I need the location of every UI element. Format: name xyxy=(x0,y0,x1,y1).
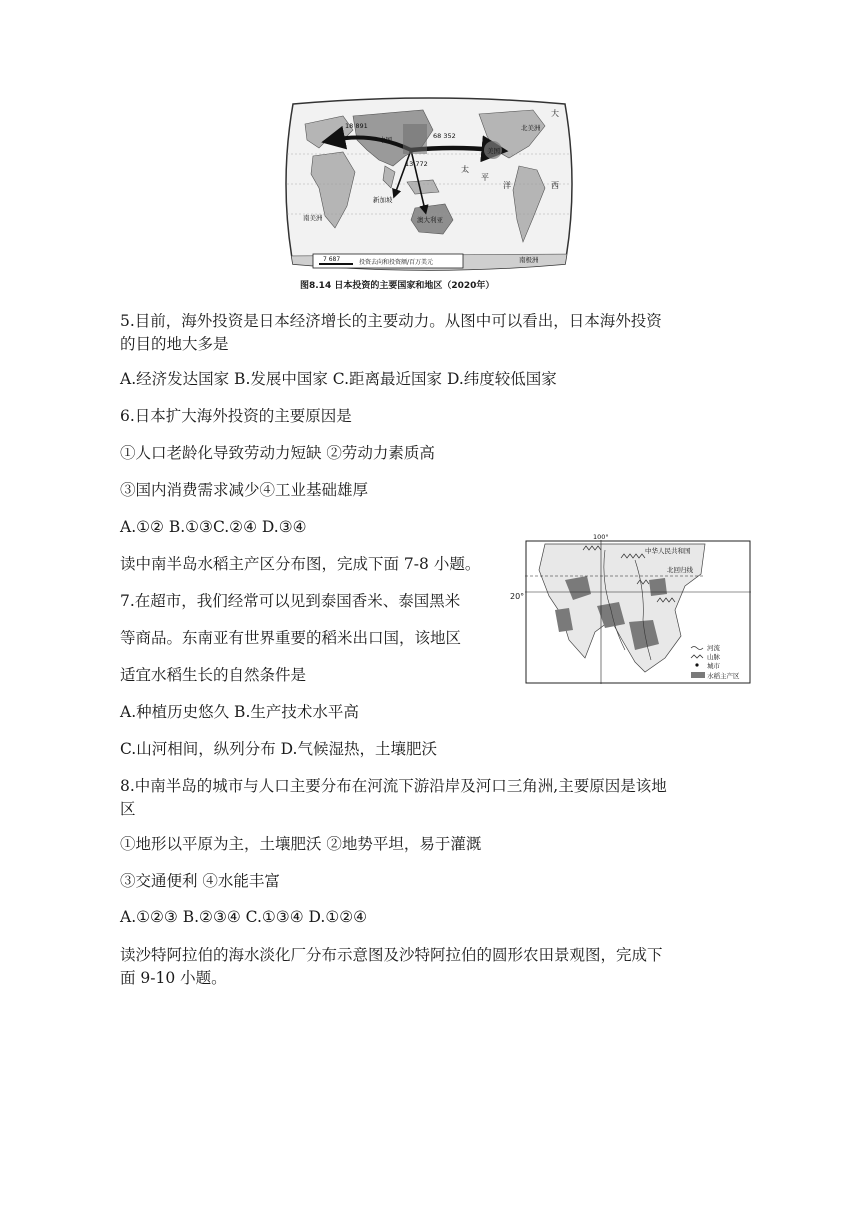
legend-rice: 水稻主产区 xyxy=(707,672,740,680)
intro-7-8: 读中南半岛水稻主产区分布图，完成下面 7-8 小题。 xyxy=(120,555,481,573)
label-usa: 美国 xyxy=(487,147,500,155)
label-ocean-right-2: 西 xyxy=(551,181,559,190)
q5-line2: 的目的地大多是 xyxy=(120,335,229,353)
country-label: 中华人民共和国 xyxy=(645,547,691,555)
legend-mountain: 山脉 xyxy=(707,653,720,661)
indochina-rice-map xyxy=(525,533,751,684)
longitude-label: 100° xyxy=(593,533,609,541)
q5-options: A.经济发达国家 B.发展中国家 C.距离最近国家 D.纬度较低国家 xyxy=(120,370,557,388)
latitude-label: 20° xyxy=(510,592,525,601)
label-antarctica: 南极洲 xyxy=(519,256,539,264)
label-china: 中国 xyxy=(379,136,392,144)
japan-investment-world-map xyxy=(283,96,575,272)
legend-text: 投资去向和投资额/百万美元 xyxy=(359,259,434,266)
q8-line1: 8.中南半岛的城市与人口主要分布在河流下游沿岸及河口三角洲,主要原因是该地 xyxy=(120,777,667,795)
legend-city: 城市 xyxy=(707,662,720,670)
q6-stem: 6.日本扩大海外投资的主要原因是 xyxy=(120,407,352,425)
label-pacific-1: 太 xyxy=(461,165,469,174)
label-australia: 澳大利亚 xyxy=(417,216,443,224)
value-label-asia: 13 772 xyxy=(405,160,428,168)
q7-line2: 等商品。东南亚有世界重要的稻米出口国，该地区 xyxy=(120,629,462,647)
label-ocean-right-1: 大 xyxy=(551,109,559,118)
label-north-america: 北美洲 xyxy=(521,124,541,132)
q7-options2: C.山河相间，纵列分布 D.气候湿热，土壤肥沃 xyxy=(120,740,437,758)
legend-river: 河流 xyxy=(707,644,720,652)
q6-options: A.①② B.①③C.②④ D.③④ xyxy=(120,518,307,536)
tropic-label: 北回归线 xyxy=(667,566,693,574)
q8-items2: ③交通便利 ④水能丰富 xyxy=(120,872,280,890)
q6-items1: ①人口老龄化导致劳动力短缺 ②劳动力素质高 xyxy=(120,444,435,462)
value-label-usa: 68 352 xyxy=(433,132,456,140)
q8-items1: ①地形以平原为主，土壤肥沃 ②地势平坦，易于灌溉 xyxy=(120,835,482,853)
intro-9-10-line1: 读沙特阿拉伯的海水淡化厂分布示意图及沙特阿拉伯的圆形农田景观图，完成下 xyxy=(120,946,663,964)
q8-options: A.①②③ B.②③④ C.①③④ D.①②④ xyxy=(120,908,368,926)
label-south-america: 南美洲 xyxy=(303,214,323,222)
label-pacific-3: 洋 xyxy=(503,181,511,190)
q7-line3: 适宜水稻生长的自然条件是 xyxy=(120,666,307,684)
legend-value: 7 687 xyxy=(323,256,341,263)
label-pacific-2: 平 xyxy=(481,173,489,182)
intro-9-10-line2: 面 9-10 小题。 xyxy=(120,969,227,987)
q5-line1: 5.目前，海外投资是日本经济增长的主要动力。从图中可以看出，日本海外投资 xyxy=(120,312,662,330)
q6-items2: ③国内消费需求减少④工业基础雄厚 xyxy=(120,481,369,499)
value-label-europe: 18 891 xyxy=(345,122,368,130)
q7-line1: 7.在超市，我们经常可以见到泰国香米、泰国黑米 xyxy=(120,592,461,610)
label-singapore: 新加坡 xyxy=(373,196,393,204)
q7-options1: A.种植历史悠久 B.生产技术水平高 xyxy=(120,703,359,721)
q8-line2: 区 xyxy=(120,800,136,818)
figure-caption: 图8.14 日本投资的主要国家和地区（2020年） xyxy=(300,281,495,291)
